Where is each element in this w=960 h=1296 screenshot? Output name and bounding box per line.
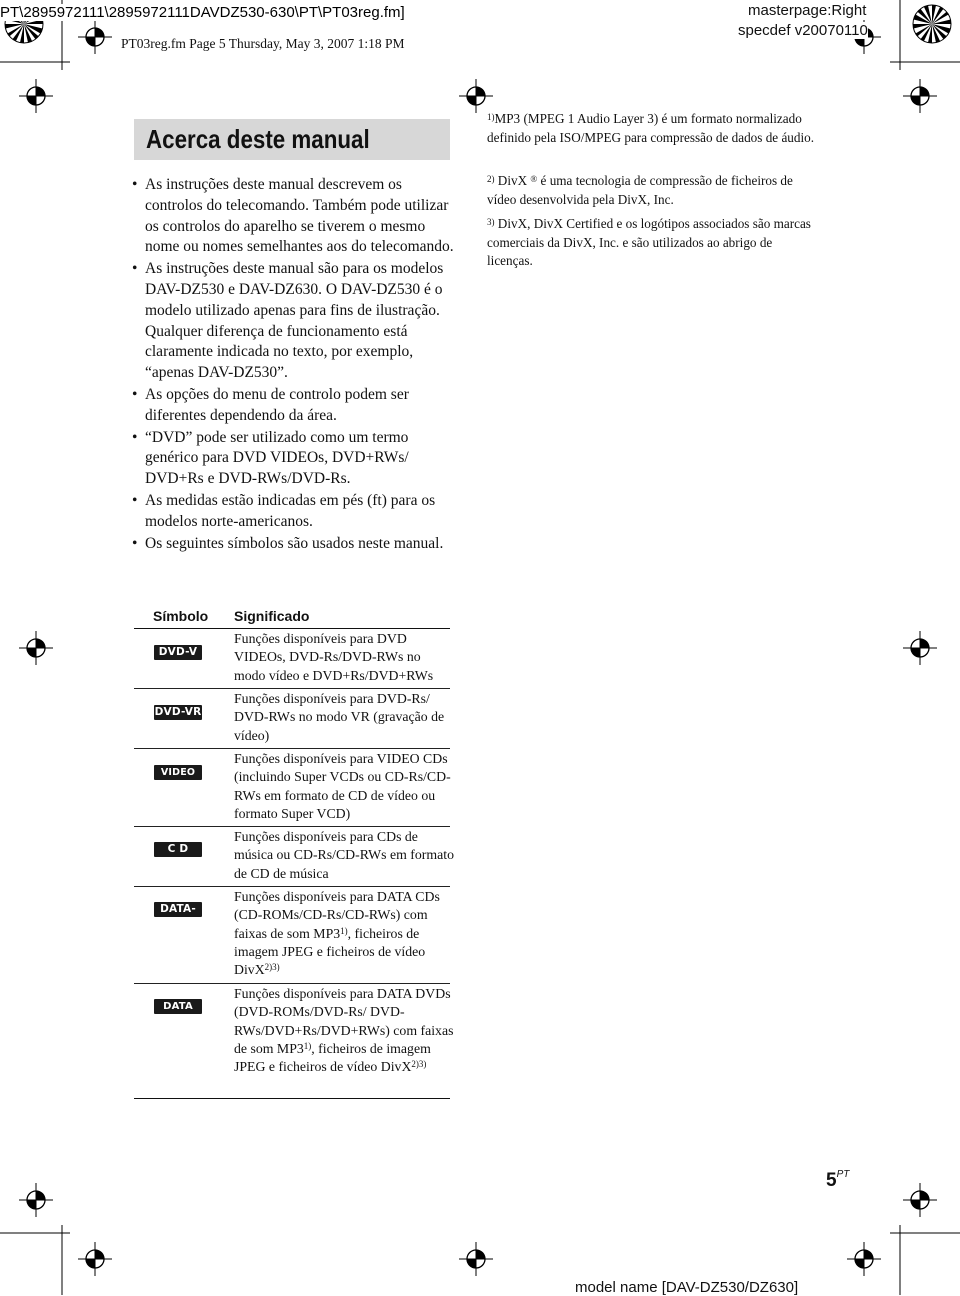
row-meaning: Funções disponíveis para DVD VIDEOs, DVD-Rs/DVD-RWs no modo vídeo e DVD+Rs/DVD+RWs [234,631,434,683]
instruction-list [132,175,454,555]
list-item: • As instruções deste manual descrevem os controlos do telecomando. Também pode utilizar os controlos do aparelho se tiverem o mesmo nome ou nomes semelhantes aos do telecomando. [132,175,454,258]
row-meaning: Funções disponíveis para DATA CDs (CD-ROMs/CD-Rs/CD-RWs) com faixas de som MP3$^{1)}$, ficheiros de imagem JPEG e ficheiros de vídeo DivX$^{2)3)}$ [234,889,440,978]
list-item: • As medidas estão indicadas em pés (ft) para os modelos norte-americanos. [132,491,454,533]
data-cd-symbol-icon: DATA-CD [154,902,202,917]
table-divider [134,688,450,689]
table-divider [134,886,450,887]
footnote-2: $^{2)}$ DivX ® é uma tecnologia de compressão de ficheiros de vídeo desenvolvida pela DivX, Inc. [487,173,793,207]
list-item: • As instruções deste manual são para os modelos DAV-DZ530 e DAV-DZ630. O DAV-DZ530 é o modelo utilizado apenas para fins de ilustração. Qualquer diferença de funcionamento está claramente indicada no texto, por exemplo, “apenas DAV-DZ530”. [132,259,454,384]
data-dvd-symbol-icon: DATA DVD [154,999,202,1014]
table-divider [134,1098,450,1099]
dvd-vr-symbol-icon: DVD-VR [154,706,202,718]
row-meaning: Funções disponíveis para DVD-Rs/ DVD-RWs no modo VR (gravação de vídeo) [234,691,445,743]
page-title: Acerca deste manual [146,124,370,154]
file-info-header: PT03reg.fm Page 5 Thursday, May 3, 2007 1:18 PM [118,36,407,52]
model-name-footer: model name [DAV-DZ530/DZ630] [575,1279,799,1296]
list-item: • “DVD” pode ser utilizado como um termo genérico para DVD VIDEOs, DVD+RWs/ DVD+Rs e DVD-RWs/DVD-Rs. [132,428,454,490]
row-meaning: Funções disponíveis para VIDEO CDs (incluindo Super VCDs ou CD-Rs/CD-RWs em formato de CD de vídeo ou formato Super VCD) [234,751,451,821]
cd-symbol-icon: C D [154,842,202,857]
table-divider [134,628,450,629]
row-meaning: Funções disponíveis para DATA DVDs (DVD-ROMs/DVD-Rs/ DVD-RWs/DVD+Rs/DVD+RWs) com faixas de som MP3$^{1)}$, ficheiros de imagem JPEG e ficheiros de vídeo DivX$^{2)3)}$ [234,986,454,1075]
table-header-symbol: Símbolo [153,608,209,624]
table-header-meaning: Significado [234,608,310,624]
video-cd-symbol-icon: VIDEO CD [154,765,202,780]
row-meaning: Funções disponíveis para CDs de música ou CD-Rs/CD-RWs em formato de CD de música [234,829,454,881]
footnote-1: $^{1)}$MP3 (MPEG 1 Audio Layer 3) é um formato normalizado definido pela ISO/MPEG para compressão de dados de áudio. [487,111,815,145]
page-number: $5^{PT}$ [826,1169,850,1191]
specdef-label: specdef v20070110 [738,22,868,39]
list-item: • Os seguintes símbolos são usados neste manual. [132,534,454,555]
file-path-header: PT\2895972111\2895972111DAVDZ530-630\PT\PT03reg.fm] [0,4,409,21]
list-item: • As opções do menu de controlo podem ser diferentes dependendo da área. [132,385,454,427]
table-divider [134,748,450,749]
masterpage-label: masterpage:Right [748,2,867,19]
table-divider [134,826,450,827]
dvd-v-symbol-icon: DVD-V [154,645,202,660]
table-divider [134,983,450,984]
footnote-3: $^{3)}$ DivX, DivX Certified e os logótipos associados são marcas comerciais da DivX, Inc. e são utilizados ao abrigo de licenças. [487,216,811,268]
